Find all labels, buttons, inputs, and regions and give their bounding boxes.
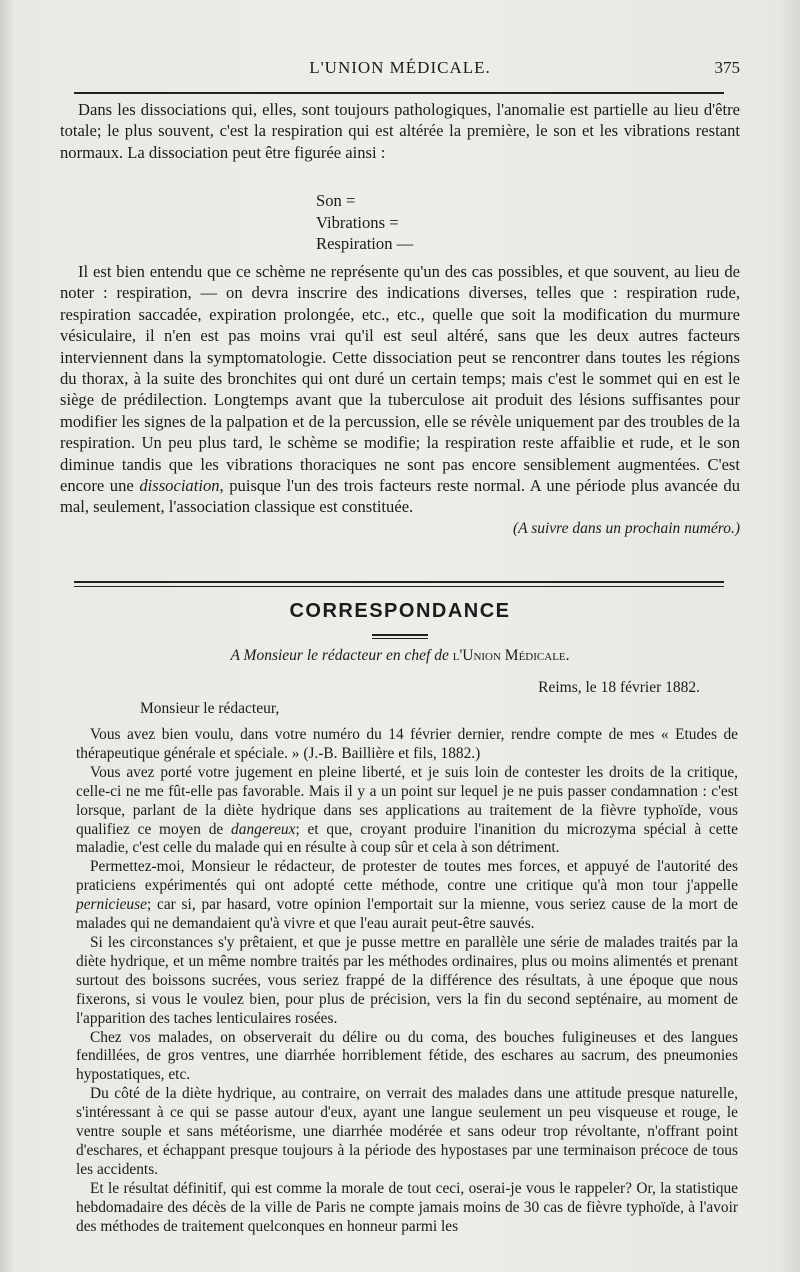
dissociation-formula	[316, 190, 413, 255]
paragraph-scheme	[60, 261, 740, 518]
paragraph-dissociations: Dans les dissociations qui, elles, sont toujours pathologiques, l'anomalie est partielle au lieu d'être totale; le plus souvent, c'est la respiration qui est altérée la première, le son et les vibrations restant normaux. La dissociation peut être figurée ainsi :	[60, 100, 740, 162]
letter-paragraph-4: Si les circonstances s'y prêtaient, et que je pusse mettre en parallèle une série de malades traités par la diète hydrique, et un même nombre traités par les méthodes ordinaires, plus ou moins alimentés et prenant surtout des boissons sucrées, vous seriez frappé de la différence des résultats, à une époque que nous fixerons, si vous le voulez bien, pour plus de précision, vers la fin du second septénaire, au moment de l'apparition des taches lenticulaires rosées.	[76, 933, 738, 1027]
letter-paragraph-3	[76, 858, 738, 934]
to-be-continued-note: (A suivre dans un prochain numéro.)	[512, 519, 740, 537]
letter-paragraph-7: Et le résultat définitif, qui est comme la morale de tout ceci, oserai-je vous le rappeler? Or, la statistique hebdomadaire des décès de la ville de Paris ne compte jamais moins de 30 cas de fièvre typhoïde, à l'avoir des méthodes de traitement quelconques en honneur parmi les	[76, 1179, 738, 1235]
article-intro	[60, 99, 740, 163]
letter-addressee	[60, 647, 740, 665]
journal-title: L'UNION MÉDICALE.	[309, 58, 491, 77]
letter-paragraph-6: Du côté de la diète hydrique, au contraire, on verrait des malades dans une attitude presque naturelle, s'intéressant à ce qui se passe autour d'eux, ayant une langue seulement un peu visqueuse et rouge, le ventre souple et sans météorisme, une diarrhée modérée et sans odeur trop révoltante, n'offrant point d'eschares, et échappant presque toujours à la période des hypostases par une terminaison précoce de tous les accidents.	[76, 1085, 738, 1178]
letter-salutation: Monsieur le rédacteur,	[140, 700, 280, 717]
emphasis-dangereux: dangereux	[231, 820, 296, 838]
emphasis-pernicieuse: pernicieuse	[76, 896, 147, 914]
letter-body	[76, 726, 738, 1236]
letter-paragraph-1: Vous avez bien voulu, dans votre numéro du 14 février dernier, rendre compte de mes « Etudes de thérapeutique générale et spéciale. » (J.-B. Baillière et fils, 1882.)	[76, 726, 738, 762]
formula-respiration: Respiration —	[316, 234, 414, 253]
letter-paragraph-5: Chez vos malades, on observerait du délire ou du coma, des bouches fuligineuses et des langues fendillées, de gros ventres, une diarrhée horriblement fétide, des eschares au sacrum, des pneumonies hypostatiques, etc.	[76, 1028, 738, 1084]
letter-paragraph-3-part-1: Permettez-moi, Monsieur le rédacteur, de protester de toutes mes forces, et appuyé de l'autorité des praticiens expérimentés qui ont adopté cette méthode, contre une critique qu'à mon tour j'appelle	[76, 858, 738, 895]
article-body	[60, 261, 740, 538]
addressee-prefix: A Monsieur le rédacteur en chef de	[230, 647, 449, 664]
addressee-journal: l'Union Médicale.	[452, 647, 570, 664]
letter-paragraph-2-part-1: Vous avez porté votre jugement en pleine liberté, et je suis loin de contester les droits de la critique, celle-ci ne me fût-elle pas favorable. Mais il y a un point sur lequel je ne puis passer condamnation : c'est lorsque, parlant de la diète hydrique dans ses applications au traitement de la fièvre typhoïde, vous qualifiez ce moyen de	[76, 763, 738, 838]
title-underline-thin	[372, 638, 428, 639]
paragraph-scheme-part-2: , puisque l'un des trois facteurs reste normal. A une période plus avancée du mal, seulement, l'association classique est constituée.	[60, 476, 741, 517]
emphasis-dissociation: dissociation	[139, 476, 220, 496]
page-number: 375	[714, 58, 740, 77]
section-title: CORRESPONDANCE	[289, 600, 511, 622]
title-underline	[372, 634, 428, 636]
letter-paragraph-2	[76, 764, 738, 859]
header-rule	[74, 92, 724, 94]
formula-son: Son =	[316, 191, 356, 210]
letter-paragraph-3-part-2: ; car si, par hasard, votre opinion l'emportait sur la mienne, vous seriez cause de la mort de malades qui ne demandaient qu'à vivre et que l'eau aurait peut-être sauvés.	[76, 896, 738, 933]
formula-vibrations: Vibrations =	[316, 212, 399, 232]
running-header	[60, 58, 740, 86]
section-rule-bottom	[74, 586, 724, 587]
paragraph-scheme-part-1: Il est bien entendu que ce schème ne représente qu'un des cas possibles, et que souvent, au lieu de noter : respiration, — on devra inscrire des indications diverses, telles que : respiration rude, respiration saccadée, expiration prolongée, etc., etc., quelle que soit la modification du murmure vésiculaire, il n'en est pas moins vrai qu'il est seul altéré, sans que les deux autres facteurs interviennent dans la symptomatologie. Cette dissociation peut se rencontrer dans toutes les régions du thorax, à la suite des bronchites qui ont duré un certain temps; mais c'est le sommet qui en est le siège de prédilection. Longtemps avant que la tuberculose ait produit des lésions suffisantes pour modifier les signes de la palpation et de la percussion, elle se révèle uniquement par des troubles de la respiration. Un peu plus tard, le schème se modifie; la respiration reste affaiblie et rude, et le son diminue tandis que les vibrations thoraciques ne sont pas encore sensiblement augmentées. C'est encore une	[60, 262, 740, 496]
letter-place-date: Reims, le 18 février 1882.	[538, 679, 700, 696]
letter-paragraph-2-part-2: ; et que, croyant produire l'inanition du microzyma spécial à cette maladie, c'est celle du malade qui en résulte à coup sûr et cela à son détriment.	[76, 820, 738, 857]
section-rule-top	[74, 581, 724, 583]
